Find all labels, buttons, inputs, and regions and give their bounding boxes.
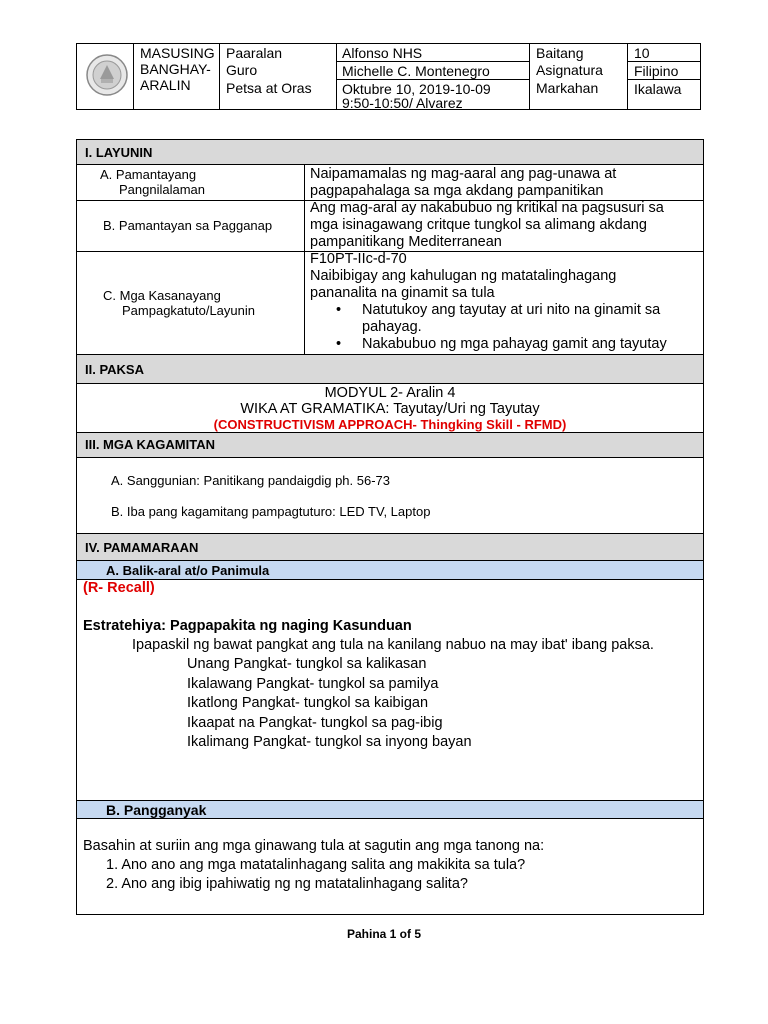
layunin-c-value <box>310 251 702 353</box>
label-asignatura: Asignatura <box>536 62 603 78</box>
strategy-title: Estratehiya: Pagpapakita ng naging Kasunduan <box>83 618 412 634</box>
layunin-a-label <box>100 167 300 197</box>
lesson-plan-title <box>134 43 220 110</box>
objective-line: • Nakabubuo ng mga pahayag gamit ang tayutay <box>362 336 667 352</box>
objective-line: • Natutukoy ang tayutay at uri nito na ginamit sa <box>362 302 661 318</box>
label-line: A. Pamantayang <box>100 167 197 182</box>
title-line: MASUSING <box>140 45 215 61</box>
objective-item <box>310 336 702 353</box>
group-item: Unang Pangkat- tungkol sa kalikasan <box>187 656 427 672</box>
section-layunin-title: I. LAYUNIN <box>77 140 703 165</box>
value-asignatura: Filipino <box>634 63 679 79</box>
value-line: Naipamamalas ng mag-aaral ang pag-unawa at <box>310 166 617 182</box>
value-line: Naibibigay ang kahulugan ng matatalinghagang <box>310 268 617 284</box>
value-line: pampanitikang Mediterranean <box>310 234 502 250</box>
header-labels-col1 <box>220 43 337 110</box>
question-list <box>106 857 696 895</box>
question-item: 2. Ano ang ibig ipahiwatig ng ng matatalinhagang salita? <box>106 876 468 892</box>
strategy-intro: Ipapaskil ng bawat pangkat ang tula na kanilang nabuo na may ibat' ibang paksa. <box>132 637 654 653</box>
approach-note: (CONSTRUCTIVISM APPROACH- Thingking Skill - RFMD) <box>213 417 567 432</box>
value-petsa: Oktubre 10, 2019-10-09 <box>342 81 491 97</box>
module-title: MODYUL 2- Aralin 4 <box>324 385 456 401</box>
deped-seal-icon <box>86 53 128 97</box>
value-line: mga isinagawang critque tungkol sa alimang akdang <box>310 217 647 233</box>
label-markahan: Markahan <box>536 80 599 96</box>
recall-label: (R- Recall) <box>83 580 155 596</box>
objective-line: pahayag. <box>362 319 422 335</box>
label-line: C. Mga Kasanayang <box>103 288 221 303</box>
value-line: Ang mag-aral ay nakabubuo ng kritikal na pagsusuri sa <box>310 200 664 216</box>
value-guro: Michelle C. Montenegro <box>342 63 490 79</box>
paksa-content <box>77 384 703 433</box>
header-values-col2 <box>628 43 701 110</box>
kagamitan-item-b: B. Iba pang kagamitang pampagtuturo: LED TV, Laptop <box>111 504 431 519</box>
layunin-b-value <box>310 200 702 251</box>
group-list <box>187 656 667 754</box>
title-line: ARALIN <box>140 77 191 93</box>
value-markahan: Ikalawa <box>634 81 682 97</box>
question-item: 1. Ano ano ang mga matatalinhagang salita ang makikita sa tula? <box>106 857 526 873</box>
pangganyak-intro: Basahin at suriin ang mga ginawang tula at sagutin ang mga tanong na: <box>83 838 545 854</box>
section-kagamitan-title: III. MGA KAGAMITAN <box>77 433 703 458</box>
header-labels-col2 <box>530 43 628 110</box>
value-oras: 9:50-10:50/ Alvarez <box>342 95 463 111</box>
competency-code: F10PT-IIc-d-70 <box>310 251 407 267</box>
layunin-a-value <box>310 166 702 200</box>
label-line: Pampagkatuto/Layunin <box>122 303 255 318</box>
label-guro: Guro <box>226 62 258 78</box>
objectives-list <box>310 302 702 353</box>
section-pamamaraan-title: IV. PAMAMARAAN <box>77 534 703 561</box>
label-paaralan: Paaralan <box>226 45 283 61</box>
value-baitang: 10 <box>634 45 650 61</box>
lesson-topic: WIKA AT GRAMATIKA: Tayutay/Uri ng Tayutay <box>240 401 540 417</box>
group-item: Ikatlong Pangkat- tungkol sa kaibigan <box>187 695 429 711</box>
subsection-pangganyak-title: B. Pangganyak <box>77 801 703 819</box>
layunin-c-label <box>103 288 303 318</box>
page-number: Pahina 1 of 5 <box>346 927 422 941</box>
value-line: pananalita na ginamit sa tula <box>310 285 495 301</box>
group-item: Ikalimang Pangkat- tungkol sa inyong bayan <box>187 734 472 750</box>
kagamitan-item-a: A. Sanggunian: Panitikang pandaigdig ph. 56-73 <box>111 473 390 488</box>
subsection-balik-aral-title: A. Balik-aral at/o Panimula <box>77 561 703 580</box>
header-values-col1 <box>337 43 530 110</box>
label-baitang: Baitang <box>536 45 584 61</box>
layunin-b-label: B. Pamantayan sa Pagganap <box>103 218 273 233</box>
value-line: pagpapahalaga sa mga akdang pampanitikan <box>310 183 604 199</box>
objective-item <box>310 302 702 336</box>
section-paksa-title: II. PAKSA <box>77 355 703 384</box>
label-petsa: Petsa at Oras <box>226 80 312 96</box>
label-line: Pangnilalaman <box>119 182 206 197</box>
title-line: BANGHAY- <box>140 61 211 77</box>
group-item: Ikaapat na Pangkat- tungkol sa pag-ibig <box>187 714 443 731</box>
value-paaralan: Alfonso NHS <box>342 45 423 61</box>
group-item: Ikalawang Pangkat- tungkol sa pamilya <box>187 675 439 692</box>
